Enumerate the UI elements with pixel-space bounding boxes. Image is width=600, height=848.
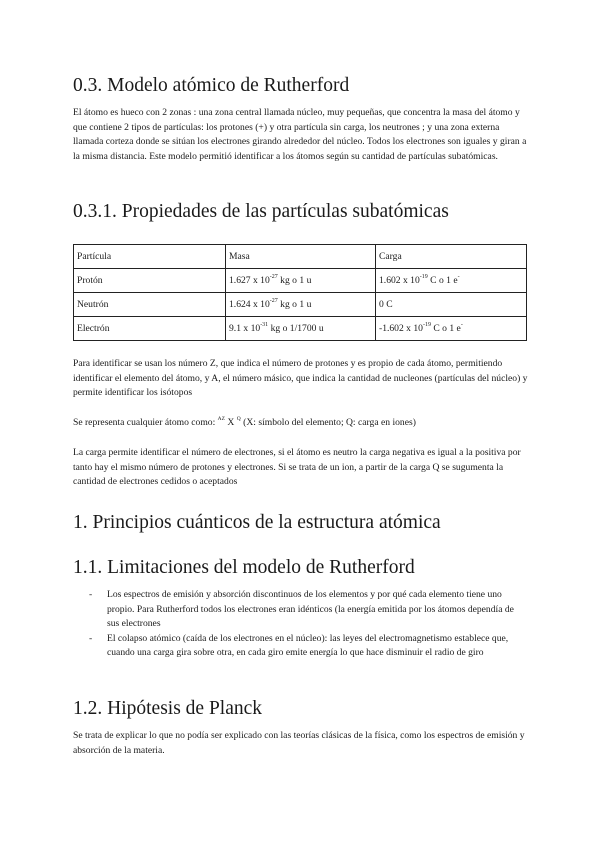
- particle-name-cell: Electrón: [74, 317, 226, 341]
- representation-text: Se representa cualquier átomo como:: [73, 417, 218, 428]
- table-header-row: [74, 245, 527, 269]
- mass-cell: [226, 293, 376, 317]
- table-row: [74, 293, 527, 317]
- charge-cell: [376, 269, 527, 293]
- limitations-list: [73, 588, 528, 661]
- table-row: [74, 317, 527, 341]
- charge-superscript: Q: [236, 416, 241, 422]
- charge-exponent: -19: [422, 322, 431, 328]
- charge-value: -1.602 x 10: [379, 323, 423, 334]
- paragraph-planck: Se trata de explicar lo que no podía ser explicado con las teorías clásicas de la física, como los espectros de emisión y absorción de la materia.: [73, 730, 525, 756]
- mass-exponent: -27: [269, 274, 278, 280]
- mass-unit: kg o 1 u: [277, 299, 312, 310]
- mass-cell: [226, 269, 376, 293]
- mass-cell: [226, 317, 376, 341]
- subatomic-particles-table: [73, 244, 527, 341]
- charge-sign: -: [457, 274, 460, 280]
- paragraph-identify-atoms: Para identificar se usan los número Z, que indica el número de protones y es propio de cada átomo, permitiendo identificar el elemento del átomo, y A, el número másico, que indica la cantidad de nucleones (partículas del núcleo) y permite identificar los isótopos: [73, 358, 528, 399]
- list-dash: -: [89, 632, 93, 644]
- charge-cell: [376, 293, 527, 317]
- particle-name-cell: Neutrón: [74, 293, 226, 317]
- heading-rutherford-limitations: 1.1. Limitaciones del modelo de Rutherford: [73, 557, 415, 578]
- paragraph-atom-representation: [73, 416, 528, 432]
- charge-sign: -: [460, 322, 463, 328]
- mass-number-superscript: A: [217, 416, 222, 422]
- mass-value: 9.1 x 10: [229, 323, 261, 334]
- table-header-cell: Carga: [376, 245, 527, 269]
- mass-value: 1.624 x 10: [229, 299, 270, 310]
- particle-name-cell: Protón: [74, 269, 226, 293]
- heading-subatomic-properties: 0.3.1. Propiedades de las partículas subatómicas: [73, 201, 449, 222]
- heading-quantum-principles: 1. Principios cuánticos de la estructura atómica: [73, 512, 441, 533]
- paragraph-rutherford-model: El átomo es hueco con 2 zonas : una zona central llamada núcleo, muy pequeñas, que concentra la masa del átomo y que contiene 2 tipos de partículas: los protones (+) y otra partícula sin carga, los neutrones ; y una zona externa llamada corteza donde se sitúan los electrones girando alrededor del núcleo. Todos los electrones son iguales y giran a la misma distancia. Este modelo permitió identificar a los átomos según su cantidad de partículas subatómicas.: [73, 107, 527, 162]
- charge-cell: [376, 317, 527, 341]
- charge-value: 1.602 x 10: [379, 275, 420, 286]
- heading-planck-hypothesis: 1.2. Hipótesis de Planck: [73, 698, 263, 719]
- paragraph-charge: La carga permite identificar el número de electrones, si el átomo es neutro la carga negativa es igual a la positiva por tanto hay el mismo número de protones y electrones. Si se trata de un ion, a partir de la carga Q se sugumenta la cantidad de electrones cedidos o aceptados: [73, 447, 521, 488]
- table-header-cell: Partícula: [74, 245, 226, 269]
- heading-rutherford-model: 0.3. Modelo atómico de Rutherford: [73, 75, 350, 96]
- mass-unit: kg o 1/1700 u: [268, 323, 324, 334]
- charge-unit: C o 1 e: [427, 275, 458, 286]
- atomic-symbol-notation: [218, 417, 241, 428]
- list-item-text: El colapso atómico (caída de los electrones en el núcleo): las leyes del electromagnetismo establece que, cuando una carga gira sobre otra, en cada giro emite energía lo que hace disminuir el radio de giro: [107, 632, 509, 659]
- table-header-cell: Masa: [226, 245, 376, 269]
- list-item: [73, 588, 528, 632]
- mass-unit: kg o 1 u: [277, 275, 312, 286]
- atomic-number-subscript: Z: [221, 416, 226, 422]
- mass-value: 1.627 x 10: [229, 275, 270, 286]
- element-symbol: X: [227, 417, 235, 428]
- mass-exponent: -31: [260, 322, 269, 328]
- charge-value: 0 C: [379, 299, 393, 310]
- representation-legend: (X: símbolo del elemento; Q: carga en iones): [243, 417, 416, 428]
- list-item: [73, 632, 528, 661]
- charge-unit: C o 1 e: [430, 323, 461, 334]
- list-dash: -: [89, 589, 93, 600]
- charge-exponent: -19: [419, 274, 428, 280]
- mass-exponent: -27: [269, 298, 278, 304]
- list-item-text: Los espectros de emisión y absorción discontinuos de los elementos y por qué cada elemento tiene uno propio. Para Rutherford todos los electrones eran idénticos (la energía emitida por los átomos dependía de sus electrones: [107, 589, 514, 630]
- table-row: [74, 269, 527, 293]
